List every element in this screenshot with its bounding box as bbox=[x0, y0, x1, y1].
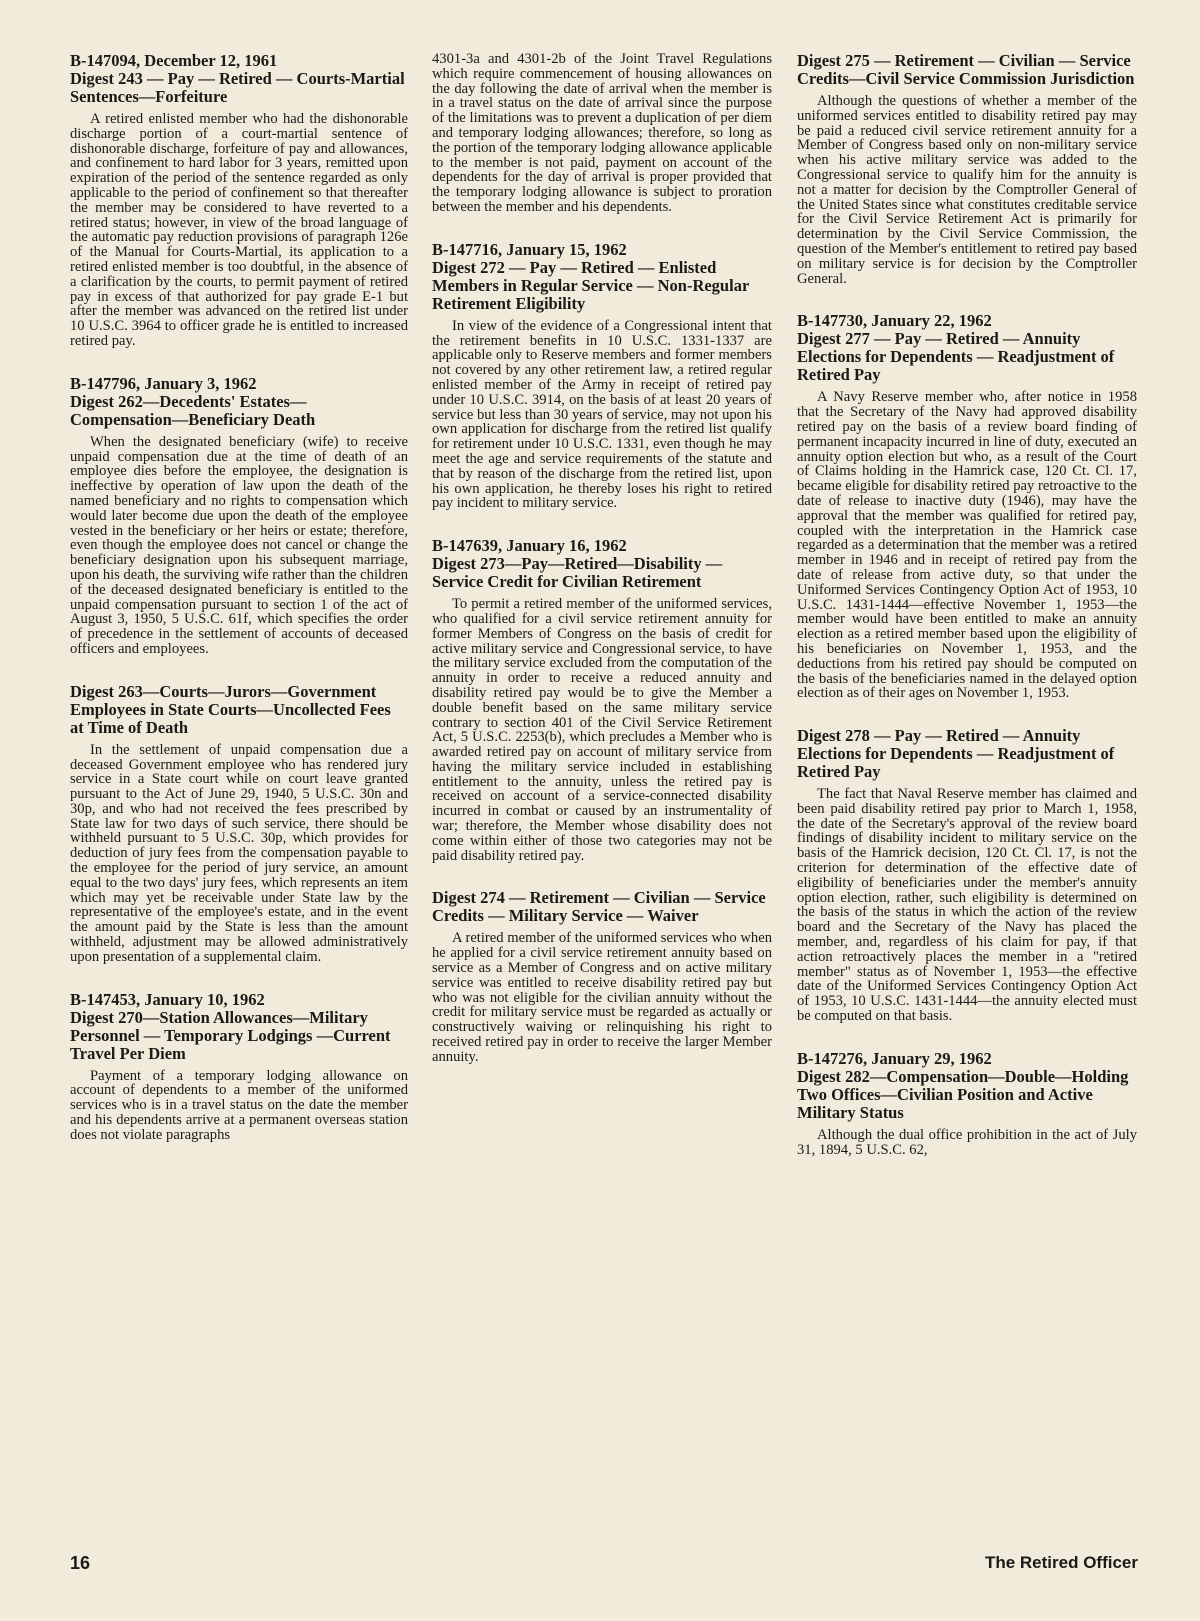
digest-entry bbox=[797, 52, 1137, 286]
entry-heading: Digest 282—Compensation—Double—Holding Two Offices—Civilian Position and Active Military Status bbox=[797, 1066, 1129, 1122]
entry-heading: B-147453, January 10, 1962 bbox=[70, 989, 265, 1009]
digest-entry bbox=[70, 375, 408, 657]
entry-heading: B-147716, January 15, 1962 bbox=[432, 239, 627, 259]
entry-body: 4301-3a and 4301-2b of the Joint Travel Regulations which require commencement of housing allowances on the day following the date of arrival when the member is in a travel status on the date of arrival since the purpose of the limitations was to prevent a duplication of per diem and temporary lodging allowances; therefore, so long as the portion of the temporary lodging allowance applicable to the member is not paid, payment on account of the dependents for the day of arrival is proper provided that the temporary lodging allowance is subject to proration between the member and his dependents. bbox=[432, 51, 772, 215]
digest-entry bbox=[797, 312, 1137, 701]
entry-heading: Digest 278 — Pay — Retired — Annuity Elections for Dependents — Readjustment of Retired Pay bbox=[797, 726, 1115, 782]
entry-body: To permit a retired member of the uniformed services, who qualified for a civil service retirement annuity for former Members of Congress on the basis of credit for active military service and Congressional service, to have the military service excluded from the computation of the annuity in order to receive a reduced annuity and disability retired pay would be to give the Member a double benefit based on the same military service contrary to section 401 of the Civil Service Retirement Act, 5 U.S.C. 2253(b), which precludes a Member who is awarded retired pay on account of military service from having the military service included in establishing entitlement to the annuity, unless the retired pay is received on account of a service-connected disability incurred in combat or caused by an instrumentality of war; therefore, the Member whose disability does not come within either of those two categories may not be paid disability retired pay. bbox=[432, 596, 772, 864]
entry-heading: Digest 275 — Retirement — Civilian — Service Credits—Civil Service Commission Jurisdiction bbox=[797, 51, 1135, 88]
entry-heading: B-147796, January 3, 1962 bbox=[70, 373, 257, 393]
page-number: 16 bbox=[70, 1553, 91, 1573]
entry-heading: Digest 262—Decedents' Estates—Compensation—Beneficiary Death bbox=[70, 391, 316, 429]
entry-body: Although the dual office prohibition in the act of July 31, 1894, 5 U.S.C. 62, bbox=[797, 1126, 1137, 1158]
entry-body: A retired enlisted member who had the dishonorable discharge portion of a court-martial sentence of dishonorable discharge, forfeiture of pay and allowances, and confinement to hard labor for 3 years, remitted upon expiration of the period of the sentence regarded as only applicable to the period of confinement so that thereafter the member may be considered to have reverted to a retired status; however, in view of the broad language of the automatic pay reduction provisions of paragraph 126e of the Manual for Courts-Martial, its application to a retired enlisted member is too doubtful, in the absence of a clarification by the courts, to permit payment of retired pay in excess of that authorized for pay grade E-1 but after the member was advanced on the retired list under 10 U.S.C. 3964 to officer grade he is entitled to increased retired pay. bbox=[70, 111, 408, 349]
entry-heading: Digest 277 — Pay — Retired — Annuity Elections for Dependents — Readjustment of Retired Pay bbox=[797, 329, 1115, 385]
entry-heading: Digest 272 — Pay — Retired — Enlisted Members in Regular Service — Non-Regular Retirement Eligibility bbox=[432, 257, 749, 313]
entry-heading: Digest 273—Pay—Retired—Disability —Service Credit for Civilian Retirement bbox=[432, 554, 723, 592]
digest-entry bbox=[797, 727, 1137, 1024]
column-right bbox=[797, 52, 1137, 1183]
entry-heading: Digest 243 — Pay — Retired — Courts-Martial Sentences—Forfeiture bbox=[70, 69, 405, 106]
entry-heading: B-147094, December 12, 1961 bbox=[70, 51, 278, 70]
entry-body: Although the questions of whether a member of the uniformed services entitled to disability retired pay may be paid a reduced civil service retirement annuity for a Member of Congress based only on non-military service when his active military service was added to the Congressional service to qualify him for the annuity is not a matter for decision by the Comptroller General of the United States since what constitutes creditable service for the Civil Service Retirement Act is primarily for determination by the Civil Service Commission, the question of the Member's entitlement to retired pay based on military service is for decision by the Comptroller General. bbox=[797, 93, 1137, 287]
entry-body: A retired member of the uniformed services who when he applied for a civil service retirement annuity based on service as a Member of Congress and on active military service was entitled to receive disability retired pay but who was not eligible for the civilian annuity without the credit for military service must be regarded as actually or constructively waiving or relinquishing his right to received retired pay in order to receive the larger Member annuity. bbox=[432, 930, 772, 1065]
digest-entry bbox=[432, 889, 772, 1064]
entry-body: Payment of a temporary lodging allowance on account of dependents to a member of the uniformed services who is in a travel status on the date the member and his dependents arrive at a permanent overseas station does not violate paragraphs bbox=[70, 1067, 408, 1143]
entry-heading: Digest 263—Courts—Jurors—Government Employees in State Courts—Uncollected Fees at Time of Death bbox=[70, 681, 391, 737]
entry-body: In the settlement of unpaid compensation due a deceased Government employee who has rendered jury service in a State court while on court leave granted pursuant to the Act of June 29, 1940, 5 U.S.C. 30n and 30p, and who had not received the fees prescribed by State law for two days of such service, there should be withheld pursuant to 5 U.S.C. 30p, which provides for deduction of jury fees from the compensation payable to the employee for the period of jury service, an amount equal to the two days' jury fees, which represents an item which may yet be receivable under State law by the representative of the employee's estate, and in the event the amount paid by the State is less than the amount withheld, adjustment may be allowed administratively upon presentation of a supplemental claim. bbox=[70, 741, 408, 965]
digest-entry bbox=[70, 683, 408, 965]
entry-heading: Digest 274 — Retirement — Civilian — Service Credits — Military Service — Waiver bbox=[432, 888, 766, 926]
entry-body: In view of the evidence of a Congressional intent that the retirement benefits in 10 U.S.C. 1331-1337 are applicable only to Reserve members and former members not covered by any other retirement law, a retired regular enlisted member of the Army in receipt of retired pay under 10 U.S.C. 3914, on the basis of at least 20 years of service but less than 30 years of service, may not upon his own application for discharge from the retired list qualify for retirement under 10 U.S.C. 1331, even though he may meet the age and service requirements of the statute and that by reason of the discharge from the retired list, upon his own application, he thereby loses his right to retired pay incident to military service. bbox=[432, 317, 772, 512]
entry-heading: B-147639, January 16, 1962 bbox=[432, 536, 627, 556]
digest-entry bbox=[432, 241, 772, 511]
publication-title: The Retired Officer bbox=[984, 1553, 1138, 1572]
entry-body: A Navy Reserve member who, after notice in 1958 that the Secretary of the Navy had approved disability retired pay on the basis of a review board finding of permanent incapacity incurred in line of duty, executed an annuity option election but who, as a result of the Court of Claims holding in the Hamrick case, 120 Ct. Cl. 17, became eligible for disability retired pay retroactive to the date of release to inactive duty (1946), may have the approval that the member was qualified for retired pay, coupled with the interpretation in the Hamrick case regarded as a determination that the member was a retired member in 1946 and in receipt of retired pay from the date of release from active duty, so that under the Uniformed Services Contingency Option Act of 1953, 10 U.S.C. 1431-1444—effective November 1, 1953—the member would have been entitled to make an annuity election as a retired member based upon the eligibility of his beneficiaries on November 1, 1953, and the deductions from his retired pay should be computed on the basis of the beneficiaries named in the delayed option election as of their ages on November 1, 1953. bbox=[797, 389, 1137, 702]
column-left bbox=[70, 52, 408, 1169]
digest-entry bbox=[797, 1050, 1137, 1158]
digest-entry bbox=[70, 52, 408, 349]
entry-body: When the designated beneficiary (wife) to receive unpaid compensation due at the time of death of an employee dies before the employee, the designation is ineffective by operation of law upon the death of the named beneficiary and no rights to compensation which would later become due upon the death of the employee vested in the beneficiary or her heirs or estate; therefore, even though the employee does not cancel or change the beneficiary designation upon his subsequent marriage, upon his death, the surviving wife rather than the children of the deceased designated beneficiary is entitled to the unpaid compensation pursuant to section 1 of the act of August 3, 1950, 5 U.S.C. 61f, which specifies the order of precedence in the settlement of accounts of deceased officers and employees. bbox=[70, 433, 408, 657]
digest-entry bbox=[432, 537, 772, 863]
entry-heading: B-147276, January 29, 1962 bbox=[797, 1048, 992, 1068]
entry-heading: B-147730, January 22, 1962 bbox=[797, 311, 992, 331]
column-middle bbox=[432, 52, 772, 1091]
digest-entry bbox=[70, 991, 408, 1143]
entry-heading: Digest 270—Station Allowances—Military Personnel — Temporary Lodgings —Current Travel Per Diem bbox=[70, 1007, 391, 1063]
entry-body: The fact that Naval Reserve member has claimed and been paid disability retired pay prior to March 1, 1958, the date of the Secretary's approval of the review board findings of disability incident to military service on the basis of the Hamrick decision, 120 Ct. Cl. 17, is not the criterion for determination of the effective date of eligibility of beneficiaries under the member's annuity option election, rather, such eligibility is determined on the basis of the status in which the action of the review board and the Secretary of the Navy has placed the member, and, regardless of his claim for pay, if that action retroactively places the member in a "retired member" status as of November 1, 1953—the effective date of the Uniformed Services Contingency Option Act of 1953, 10 U.S.C. 1431-1444—the annuity elected must be computed on that basis. bbox=[797, 786, 1137, 1025]
digest-entry bbox=[432, 52, 772, 215]
